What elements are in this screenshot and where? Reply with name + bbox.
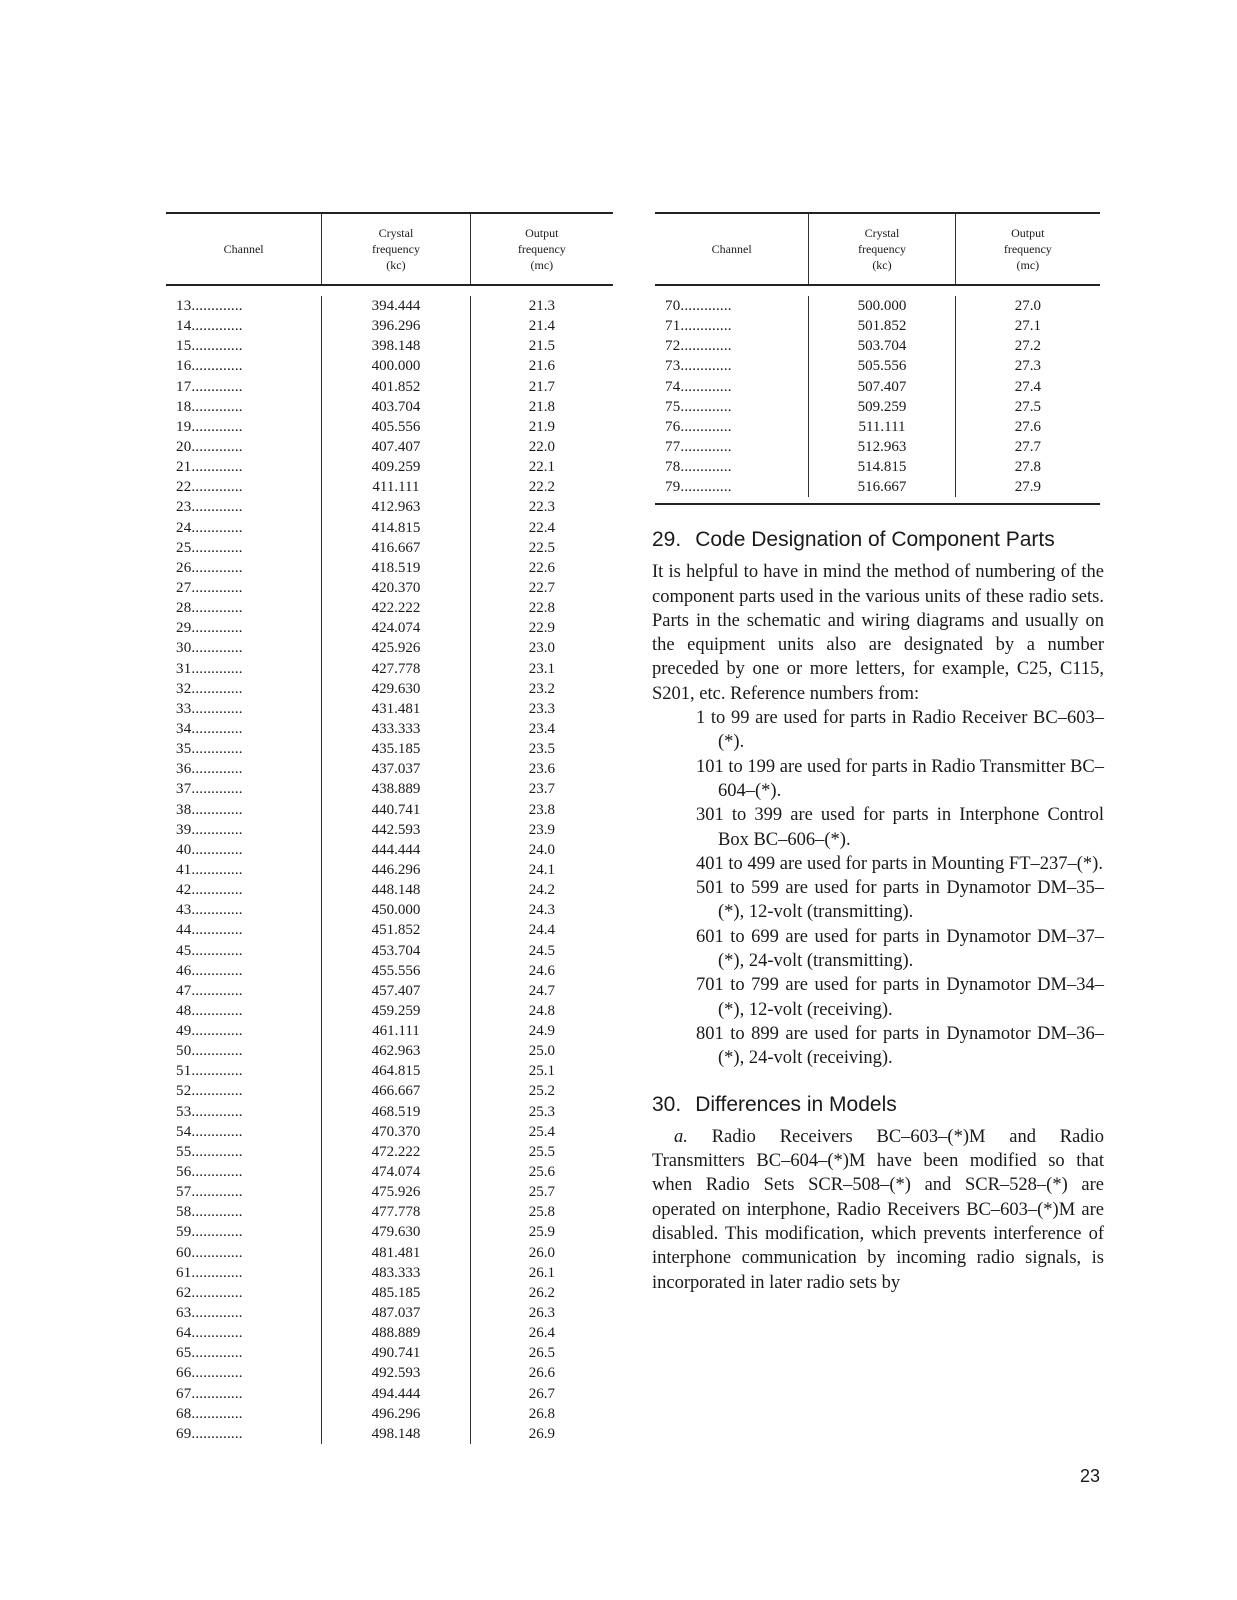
output-frequency-cell: 22.1 [528,459,555,476]
output-frequency-cell: 24.7 [528,982,555,999]
output-frequency-cell: 23.1 [528,660,555,677]
channel-cell: 67............. [176,1385,243,1402]
output-frequency-cell: 25.2 [528,1083,555,1100]
channel-cell: 59............. [176,1224,243,1241]
channel-cell: 57............. [176,1184,243,1201]
channel-cell: 33............. [176,700,243,717]
output-frequency-cell: 27.8 [1014,459,1041,476]
output-frequency-cell: 22.7 [528,579,555,596]
header-crystal-frequency: Crystal frequency (kc) [321,214,469,284]
output-frequency-cell: 25.9 [528,1224,555,1241]
output-frequency-cell: 25.3 [528,1103,555,1120]
output-column [470,296,613,1444]
output-frequency-cell: 27.1 [1014,318,1041,335]
output-frequency-cell: 21.8 [528,398,555,415]
crystal-frequency-cell: 470.370 [371,1123,421,1140]
output-frequency-cell: 21.7 [528,378,555,395]
output-frequency-cell: 21.5 [528,338,555,355]
channel-cell: 58............. [176,1204,243,1221]
crystal-frequency-cell: 481.481 [371,1244,421,1261]
crystal-frequency-cell: 398.148 [371,338,421,355]
channel-cell: 43............. [176,902,243,919]
channel-cell: 64............. [176,1325,243,1342]
output-frequency-cell: 23.4 [528,720,555,737]
crystal-frequency-cell: 422.222 [371,600,421,617]
output-frequency-cell: 24.4 [528,922,555,939]
output-frequency-cell: 22.9 [528,620,555,637]
output-frequency-cell: 23.8 [528,801,555,818]
crystal-frequency-cell: 494.444 [371,1385,421,1402]
output-frequency-cell: 25.4 [528,1123,555,1140]
crystal-frequency-cell: 490.741 [371,1345,421,1362]
channel-cell: 36............. [176,761,243,778]
table-header [166,212,613,286]
list-item: 1 to 99 are used for parts in Radio Receiver BC–603–(*). [696,708,1104,753]
output-frequency-cell: 27.2 [1014,338,1041,355]
crystal-frequency-cell: 512.963 [857,438,907,455]
crystal-frequency-cell: 396.296 [371,318,421,335]
crystal-frequency-cell: 462.963 [371,1043,421,1060]
channel-cell: 78............. [665,459,732,476]
list-item: 301 to 399 are used for parts in Interphone Control Box BC–606–(*). [696,805,1104,850]
crystal-frequency-cell: 464.815 [371,1063,421,1080]
crystal-frequency-cell: 400.000 [371,358,421,375]
output-frequency-cell: 22.5 [528,539,555,556]
channel-cell: 28............. [176,600,243,617]
list-item: 701 to 799 are used for parts in Dynamotor DM–34–(*), 12-volt (receiving). [696,975,1104,1020]
channel-cell: 66............. [176,1365,243,1382]
crystal-frequency-cell: 451.852 [371,922,421,939]
list-item: 801 to 899 are used for parts in Dynamotor DM–36–(*), 24-volt (receiving). [696,1023,1104,1069]
channel-cell: 70............. [665,298,732,314]
header-output-frequency: Output frequency (mc) [955,214,1100,284]
channel-cell: 37............. [176,781,243,798]
channel-cell: 79............. [665,479,732,496]
crystal-frequency-cell: 409.259 [371,459,421,476]
channel-cell: 47............. [176,982,243,999]
crystal-frequency-cell: 431.481 [371,700,421,717]
crystal-frequency-cell: 485.185 [371,1284,421,1301]
channel-cell: 40............. [176,841,243,858]
crystal-frequency-cell: 444.444 [371,841,421,858]
crystal-frequency-cell: 433.333 [371,720,421,737]
crystal-frequency-cell: 411.111 [372,479,420,496]
crystal-frequency-cell: 420.370 [371,579,421,596]
channel-cell: 51............. [176,1063,243,1080]
channel-cell: 54............. [176,1123,243,1140]
channel-cell: 34............. [176,720,243,737]
crystal-frequency-cell: 450.000 [371,902,421,919]
channel-cell: 15............. [176,338,243,355]
crystal-frequency-cell: 412.963 [371,499,421,516]
channel-cell: 39............. [176,821,243,838]
channel-cell: 72............. [665,338,732,355]
output-frequency-cell: 21.9 [528,418,555,435]
frequency-table-right [655,212,1100,505]
channel-column [655,296,808,497]
channel-cell: 65............. [176,1345,243,1362]
crystal-frequency-cell: 427.778 [371,660,421,677]
crystal-frequency-cell: 459.259 [371,1002,421,1019]
output-frequency-cell: 22.8 [528,600,555,617]
crystal-frequency-cell: 446.296 [371,861,421,878]
channel-cell: 69............. [176,1425,243,1442]
channel-cell: 61............. [176,1264,243,1281]
channel-cell: 32............. [176,680,243,697]
output-frequency-cell: 27.7 [1014,438,1041,455]
output-column [955,296,1100,497]
channel-cell: 42............. [176,882,243,899]
frequency-table-left [166,212,613,1444]
crystal-frequency-cell: 442.593 [371,821,421,838]
channel-cell: 27............. [176,579,243,596]
output-frequency-cell: 24.2 [528,882,555,899]
channel-cell: 35............. [176,741,243,758]
crystal-frequency-cell: 416.667 [371,539,421,556]
channel-cell: 50............. [176,1043,243,1060]
output-frequency-cell: 24.1 [528,861,555,878]
crystal-frequency-cell: 500.000 [857,298,907,314]
channel-cell: 21............. [176,459,243,476]
channel-cell: 62............. [176,1284,243,1301]
channel-cell: 14............. [176,318,243,335]
channel-cell: 60............. [176,1244,243,1261]
crystal-frequency-cell: 448.148 [371,882,421,899]
output-frequency-cell: 21.4 [528,318,555,335]
crystal-frequency-cell: 468.519 [371,1103,421,1120]
channel-cell: 46............. [176,962,243,979]
channel-cell: 73............. [665,358,732,375]
crystal-frequency-cell: 507.407 [857,378,907,395]
crystal-frequency-cell: 405.556 [371,418,421,435]
crystal-column [321,296,469,1444]
crystal-frequency-cell: 394.444 [371,298,421,314]
output-frequency-cell: 26.7 [528,1385,555,1402]
channel-cell: 22............. [176,479,243,496]
channel-cell: 29............. [176,620,243,637]
paragraph-text: Radio Receivers BC–603–(*)M and Radio Transmitters BC–604–(*)M have been modified so that when Radio Sets SCR–508–(*) and SCR–528–(*) are operated on interphone, Radio Receivers BC–603–(*)M are disabled. This modification, which prevents interference of interphone communication by incoming radio signals, is incorporated in later radio sets by [652,1126,1104,1293]
output-frequency-cell: 22.2 [528,479,555,496]
crystal-frequency-cell: 407.407 [371,438,421,455]
reference-number-list [652,706,1104,1070]
channel-cell: 76............. [665,418,732,435]
channel-cell: 75............. [665,398,732,415]
crystal-frequency-cell: 479.630 [371,1224,421,1241]
output-frequency-cell: 23.6 [528,761,555,778]
crystal-frequency-cell: 514.815 [857,459,907,476]
output-frequency-cell: 24.3 [528,902,555,919]
channel-cell: 63............. [176,1305,243,1322]
output-frequency-cell: 22.6 [528,559,555,576]
section-29-heading [652,528,1104,552]
crystal-frequency-cell: 483.333 [371,1264,421,1281]
output-frequency-cell: 26.8 [528,1405,555,1422]
list-item: 101 to 199 are used for parts in Radio Transmitter BC–604–(*). [696,756,1104,801]
output-frequency-cell: 27.6 [1014,418,1041,435]
output-frequency-cell: 23.5 [528,741,555,758]
channel-cell: 49............. [176,1023,243,1040]
channel-cell: 52............. [176,1083,243,1100]
channel-cell: 25............. [176,539,243,556]
channel-cell: 30............. [176,640,243,657]
channel-cell: 23............. [176,499,243,516]
crystal-frequency-cell: 501.852 [857,318,907,335]
list-item: 401 to 499 are used for parts in Mounting FT–237–(*). [696,853,1103,874]
table-header [655,212,1100,286]
text-column [652,528,1104,1295]
header-channel: Channel [711,242,752,256]
crystal-frequency-cell: 401.852 [371,378,421,395]
output-frequency-cell: 23.2 [528,680,555,697]
channel-cell: 53............. [176,1103,243,1120]
crystal-frequency-cell: 498.148 [371,1425,421,1442]
crystal-frequency-cell: 424.074 [371,620,421,637]
output-frequency-cell: 26.6 [528,1365,555,1382]
section-30-heading [652,1093,1104,1117]
page-number: 23 [1080,1466,1101,1486]
crystal-frequency-cell: 505.556 [857,358,907,375]
crystal-column [808,296,954,497]
crystal-frequency-cell: 457.407 [371,982,421,999]
table-body [655,286,1100,505]
output-frequency-cell: 24.9 [528,1023,555,1040]
crystal-frequency-cell: 435.185 [371,741,421,758]
output-frequency-cell: 23.0 [528,640,555,657]
section-29-intro: It is helpful to have in mind the method of numbering of the component parts used in the various units of these radio sets. Parts in the schematic and wiring diagrams and usually on the equipment units also are designated by a number preceded by one or more letters, for example, C25, C115, S201, etc. Reference numbers from: [652,562,1104,704]
table-body [166,286,613,1444]
output-frequency-cell: 22.3 [528,499,555,516]
channel-column [166,296,321,1444]
crystal-frequency-cell: 511.111 [858,418,906,435]
output-frequency-cell: 24.5 [528,942,555,959]
output-frequency-cell: 23.7 [528,781,555,798]
crystal-frequency-cell: 492.593 [371,1365,421,1382]
crystal-frequency-cell: 418.519 [371,559,421,576]
channel-cell: 31............. [176,660,243,677]
channel-cell: 48............. [176,1002,243,1019]
output-frequency-cell: 26.5 [528,1345,555,1362]
output-frequency-cell: 21.3 [528,298,555,314]
output-frequency-cell: 25.0 [528,1043,555,1060]
list-item: 501 to 599 are used for parts in Dynamotor DM–35–(*), 12-volt (transmitting). [696,878,1104,923]
output-frequency-cell: 25.8 [528,1204,555,1221]
channel-cell: 41............. [176,861,243,878]
header-crystal-frequency: Crystal frequency (kc) [808,214,954,284]
crystal-frequency-cell: 425.926 [371,640,421,657]
output-frequency-cell: 27.0 [1014,298,1041,314]
crystal-frequency-cell: 475.926 [371,1184,421,1201]
channel-cell: 16............. [176,358,243,375]
output-frequency-cell: 26.1 [528,1264,555,1281]
crystal-frequency-cell: 503.704 [857,338,907,355]
section-number: 29. [652,528,682,551]
crystal-frequency-cell: 496.296 [371,1405,421,1422]
output-frequency-cell: 25.5 [528,1143,555,1160]
channel-cell: 20............. [176,438,243,455]
output-frequency-cell: 25.1 [528,1063,555,1080]
channel-cell: 55............. [176,1143,243,1160]
channel-cell: 45............. [176,942,243,959]
crystal-frequency-cell: 474.074 [371,1164,421,1181]
channel-cell: 71............. [665,318,732,335]
crystal-frequency-cell: 440.741 [371,801,421,818]
crystal-frequency-cell: 488.889 [371,1325,421,1342]
output-frequency-cell: 26.0 [528,1244,555,1261]
output-frequency-cell: 23.9 [528,821,555,838]
crystal-frequency-cell: 453.704 [371,942,421,959]
section-title: Differences in Models [695,1092,897,1116]
output-frequency-cell: 27.4 [1014,378,1041,395]
crystal-frequency-cell: 455.556 [371,962,421,979]
crystal-frequency-cell: 438.889 [371,781,421,798]
crystal-frequency-cell: 516.667 [857,479,907,496]
output-frequency-cell: 27.5 [1014,398,1041,415]
output-frequency-cell: 24.8 [528,1002,555,1019]
output-frequency-cell: 21.6 [528,358,555,375]
output-frequency-cell: 25.6 [528,1164,555,1181]
channel-cell: 56............. [176,1164,243,1181]
output-frequency-cell: 25.7 [528,1184,555,1201]
output-frequency-cell: 26.4 [528,1325,555,1342]
channel-cell: 19............. [176,418,243,435]
channel-cell: 38............. [176,801,243,818]
crystal-frequency-cell: 461.111 [372,1023,420,1040]
section-title: Code Designation of Component Parts [695,528,1055,551]
crystal-frequency-cell: 466.667 [371,1083,421,1100]
output-frequency-cell: 26.9 [528,1425,555,1442]
output-frequency-cell: 27.3 [1014,358,1041,375]
channel-cell: 17............. [176,378,243,395]
crystal-frequency-cell: 477.778 [371,1204,421,1221]
output-frequency-cell: 22.4 [528,519,555,536]
section-30-paragraph-a [652,1125,1104,1295]
crystal-frequency-cell: 437.037 [371,761,421,778]
output-frequency-cell: 23.3 [528,700,555,717]
crystal-frequency-cell: 403.704 [371,398,421,415]
crystal-frequency-cell: 487.037 [371,1305,421,1322]
channel-cell: 13............. [176,298,243,314]
output-frequency-cell: 26.2 [528,1284,555,1301]
output-frequency-cell: 24.0 [528,841,555,858]
list-item: 601 to 699 are used for parts in Dynamotor DM–37–(*), 24-volt (transmitting). [696,926,1104,972]
section-number: 30. [652,1092,682,1116]
header-channel: Channel [223,242,264,256]
output-frequency-cell: 22.0 [528,438,555,455]
channel-cell: 18............. [176,398,243,415]
crystal-frequency-cell: 414.815 [371,519,421,536]
crystal-frequency-cell: 472.222 [371,1143,421,1160]
crystal-frequency-cell: 429.630 [371,680,421,697]
output-frequency-cell: 26.3 [528,1305,555,1322]
output-frequency-cell: 27.9 [1014,479,1041,496]
header-output-frequency: Output frequency (mc) [470,214,613,284]
paragraph-label: a. [674,1126,688,1147]
channel-cell: 77............. [665,438,732,455]
output-frequency-cell: 24.6 [528,962,555,979]
channel-cell: 74............. [665,378,732,395]
channel-cell: 44............. [176,922,243,939]
channel-cell: 68............. [176,1405,243,1422]
channel-cell: 26............. [176,559,243,576]
crystal-frequency-cell: 509.259 [857,398,907,415]
channel-cell: 24............. [176,519,243,536]
